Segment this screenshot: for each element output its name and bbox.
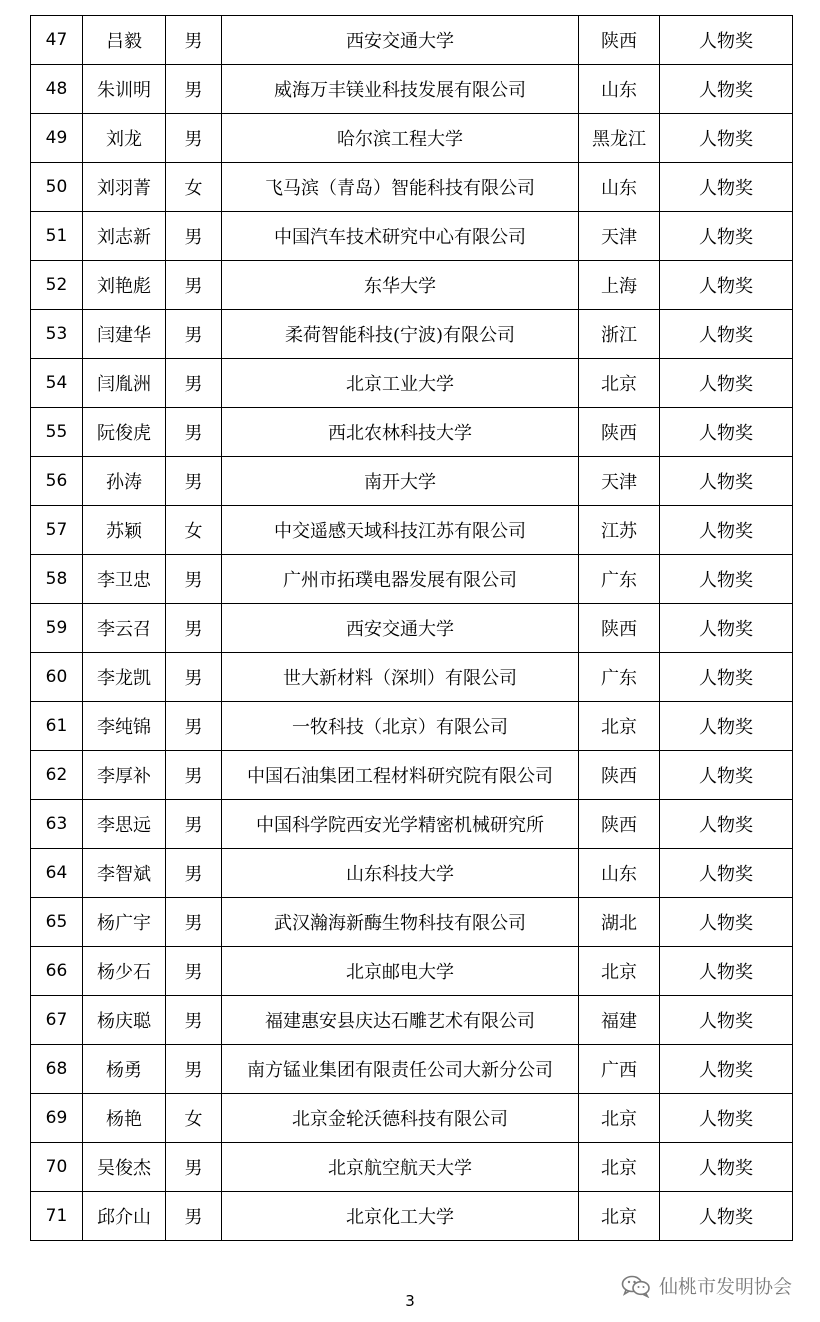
awardee-table	[30, 15, 793, 1241]
table-row	[31, 947, 793, 996]
awardee-name: 刘龙	[83, 114, 166, 163]
awardee-name: 杨少石	[83, 947, 166, 996]
table-row	[31, 555, 793, 604]
awardee-province: 北京	[579, 1192, 660, 1241]
awardee-organization: 中国石油集团工程材料研究院有限公司	[222, 751, 579, 800]
row-number: 71	[31, 1192, 83, 1241]
awardee-province: 广东	[579, 653, 660, 702]
award-type: 人物奖	[660, 212, 793, 261]
award-type: 人物奖	[660, 65, 793, 114]
row-number: 63	[31, 800, 83, 849]
table-row	[31, 1094, 793, 1143]
awardee-gender: 男	[166, 310, 222, 359]
awardee-gender: 女	[166, 506, 222, 555]
row-number: 51	[31, 212, 83, 261]
table-row	[31, 653, 793, 702]
table-row	[31, 16, 793, 65]
awardee-province: 陕西	[579, 800, 660, 849]
watermark-text: 仙桃市发明协会	[658, 1276, 792, 1298]
award-type: 人物奖	[660, 898, 793, 947]
award-type: 人物奖	[660, 506, 793, 555]
table-row	[31, 604, 793, 653]
awardee-name: 孙涛	[83, 457, 166, 506]
awardee-name: 李思远	[83, 800, 166, 849]
awardee-organization: 飞马滨（青岛）智能科技有限公司	[222, 163, 579, 212]
awardee-organization: 威海万丰镁业科技发展有限公司	[222, 65, 579, 114]
awardee-gender: 男	[166, 359, 222, 408]
awardee-province: 江苏	[579, 506, 660, 555]
row-number: 47	[31, 16, 83, 65]
row-number: 50	[31, 163, 83, 212]
award-type: 人物奖	[660, 800, 793, 849]
awardee-organization: 柔荷智能科技(宁波)有限公司	[222, 310, 579, 359]
awardee-name: 李云召	[83, 604, 166, 653]
awardee-organization: 北京金轮沃德科技有限公司	[222, 1094, 579, 1143]
awardee-organization: 世大新材料（深圳）有限公司	[222, 653, 579, 702]
awardee-name: 苏颖	[83, 506, 166, 555]
row-number: 68	[31, 1045, 83, 1094]
awardee-province: 北京	[579, 1143, 660, 1192]
award-type: 人物奖	[660, 359, 793, 408]
awardee-province: 广东	[579, 555, 660, 604]
awardee-name: 李龙凯	[83, 653, 166, 702]
awardee-organization: 福建惠安县庆达石雕艺术有限公司	[222, 996, 579, 1045]
award-type: 人物奖	[660, 1045, 793, 1094]
table-row	[31, 996, 793, 1045]
row-number: 52	[31, 261, 83, 310]
awardee-organization: 广州市拓璞电器发展有限公司	[222, 555, 579, 604]
award-type: 人物奖	[660, 849, 793, 898]
awardee-name: 阮俊虎	[83, 408, 166, 457]
awardee-province: 陕西	[579, 751, 660, 800]
table-row	[31, 457, 793, 506]
award-type: 人物奖	[660, 996, 793, 1045]
table-row	[31, 114, 793, 163]
awardee-name: 杨勇	[83, 1045, 166, 1094]
awardee-province: 天津	[579, 457, 660, 506]
awardee-organization: 南方锰业集团有限责任公司大新分公司	[222, 1045, 579, 1094]
award-type: 人物奖	[660, 555, 793, 604]
awardee-province: 陕西	[579, 604, 660, 653]
awardee-gender: 男	[166, 898, 222, 947]
awardee-gender: 男	[166, 408, 222, 457]
awardee-gender: 男	[166, 1143, 222, 1192]
awardee-province: 湖北	[579, 898, 660, 947]
row-number: 70	[31, 1143, 83, 1192]
awardee-province: 北京	[579, 1094, 660, 1143]
awardee-province: 北京	[579, 359, 660, 408]
awardee-organization: 中国汽车技术研究中心有限公司	[222, 212, 579, 261]
award-type: 人物奖	[660, 114, 793, 163]
awardee-name: 吕毅	[83, 16, 166, 65]
awardee-organization: 西安交通大学	[222, 604, 579, 653]
awardee-name: 杨庆聪	[83, 996, 166, 1045]
table-row	[31, 1045, 793, 1094]
awardee-gender: 男	[166, 702, 222, 751]
award-type: 人物奖	[660, 702, 793, 751]
awardee-province: 天津	[579, 212, 660, 261]
awardee-name: 李纯锦	[83, 702, 166, 751]
awardee-organization: 山东科技大学	[222, 849, 579, 898]
awardee-gender: 男	[166, 653, 222, 702]
awardee-name: 刘羽菁	[83, 163, 166, 212]
awardee-gender: 男	[166, 1192, 222, 1241]
awardee-province: 山东	[579, 849, 660, 898]
row-number: 55	[31, 408, 83, 457]
table-row	[31, 1143, 793, 1192]
table-row	[31, 65, 793, 114]
awardee-gender: 男	[166, 212, 222, 261]
row-number: 58	[31, 555, 83, 604]
awardee-organization: 北京工业大学	[222, 359, 579, 408]
row-number: 67	[31, 996, 83, 1045]
awardee-organization: 东华大学	[222, 261, 579, 310]
awardee-province: 上海	[579, 261, 660, 310]
awardee-name: 杨广宇	[83, 898, 166, 947]
awardee-province: 北京	[579, 947, 660, 996]
table-row	[31, 702, 793, 751]
awardee-gender: 女	[166, 1094, 222, 1143]
awardee-name: 李卫忠	[83, 555, 166, 604]
awardee-province: 陕西	[579, 408, 660, 457]
awardee-name: 刘艳彪	[83, 261, 166, 310]
awardee-name: 吴俊杰	[83, 1143, 166, 1192]
awardee-gender: 男	[166, 947, 222, 996]
award-type: 人物奖	[660, 457, 793, 506]
award-type: 人物奖	[660, 1143, 793, 1192]
awardee-name: 朱训明	[83, 65, 166, 114]
awardee-province: 广西	[579, 1045, 660, 1094]
row-number: 56	[31, 457, 83, 506]
awardee-organization: 南开大学	[222, 457, 579, 506]
row-number: 69	[31, 1094, 83, 1143]
table-row	[31, 261, 793, 310]
award-type: 人物奖	[660, 947, 793, 996]
awardee-name: 李厚补	[83, 751, 166, 800]
table-row	[31, 849, 793, 898]
awardee-name: 李智斌	[83, 849, 166, 898]
awardee-province: 黑龙江	[579, 114, 660, 163]
awardee-table-body	[31, 16, 793, 1241]
award-type: 人物奖	[660, 261, 793, 310]
row-number: 65	[31, 898, 83, 947]
award-type: 人物奖	[660, 751, 793, 800]
awardee-organization: 武汉瀚海新酶生物科技有限公司	[222, 898, 579, 947]
table-row	[31, 898, 793, 947]
awardee-organization: 西北农林科技大学	[222, 408, 579, 457]
award-type: 人物奖	[660, 16, 793, 65]
award-type: 人物奖	[660, 408, 793, 457]
awardee-organization: 中交遥感天域科技江苏有限公司	[222, 506, 579, 555]
row-number: 49	[31, 114, 83, 163]
awardee-province: 山东	[579, 65, 660, 114]
awardee-name: 闫胤洲	[83, 359, 166, 408]
awardee-gender: 女	[166, 163, 222, 212]
row-number: 53	[31, 310, 83, 359]
awardee-gender: 男	[166, 261, 222, 310]
row-number: 60	[31, 653, 83, 702]
awardee-gender: 男	[166, 555, 222, 604]
awardee-gender: 男	[166, 849, 222, 898]
award-type: 人物奖	[660, 163, 793, 212]
awardee-organization: 一牧科技（北京）有限公司	[222, 702, 579, 751]
awardee-province: 北京	[579, 702, 660, 751]
table-row	[31, 408, 793, 457]
awardee-province: 山东	[579, 163, 660, 212]
awardee-organization: 西安交通大学	[222, 16, 579, 65]
awardee-organization: 北京航空航天大学	[222, 1143, 579, 1192]
awardee-gender: 男	[166, 800, 222, 849]
row-number: 62	[31, 751, 83, 800]
row-number: 48	[31, 65, 83, 114]
row-number: 64	[31, 849, 83, 898]
awardee-province: 浙江	[579, 310, 660, 359]
awardee-gender: 男	[166, 457, 222, 506]
page-number: 3	[405, 1292, 415, 1310]
table-row	[31, 212, 793, 261]
awardee-gender: 男	[166, 996, 222, 1045]
awardee-province: 福建	[579, 996, 660, 1045]
row-number: 66	[31, 947, 83, 996]
awardee-gender: 男	[166, 114, 222, 163]
awardee-name: 邱介山	[83, 1192, 166, 1241]
award-type: 人物奖	[660, 1192, 793, 1241]
awardee-province: 陕西	[579, 16, 660, 65]
award-type: 人物奖	[660, 310, 793, 359]
table-row	[31, 800, 793, 849]
award-type: 人物奖	[660, 1094, 793, 1143]
awardee-name: 闫建华	[83, 310, 166, 359]
row-number: 54	[31, 359, 83, 408]
awardee-name: 杨艳	[83, 1094, 166, 1143]
awardee-organization: 北京邮电大学	[222, 947, 579, 996]
awardee-organization: 中国科学院西安光学精密机械研究所	[222, 800, 579, 849]
awardee-gender: 男	[166, 751, 222, 800]
table-row	[31, 359, 793, 408]
table-row	[31, 506, 793, 555]
awardee-gender: 男	[166, 604, 222, 653]
awardee-gender: 男	[166, 65, 222, 114]
award-type: 人物奖	[660, 653, 793, 702]
awardee-name: 刘志新	[83, 212, 166, 261]
table-row	[31, 163, 793, 212]
table-row	[31, 751, 793, 800]
awardee-gender: 男	[166, 1045, 222, 1094]
awardee-organization: 北京化工大学	[222, 1192, 579, 1241]
row-number: 59	[31, 604, 83, 653]
award-type: 人物奖	[660, 604, 793, 653]
table-row	[31, 310, 793, 359]
awardee-gender: 男	[166, 16, 222, 65]
table-row	[31, 1192, 793, 1241]
row-number: 61	[31, 702, 83, 751]
awardee-organization: 哈尔滨工程大学	[222, 114, 579, 163]
row-number: 57	[31, 506, 83, 555]
